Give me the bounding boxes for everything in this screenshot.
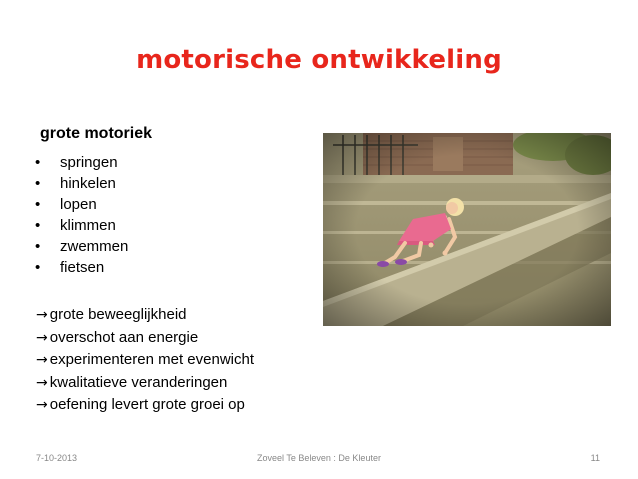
- arrow-right-icon: →: [36, 397, 48, 413]
- arrow-point-text: oefening levert grote groei op: [49, 396, 245, 413]
- slide-subtitle: grote motoriek: [40, 125, 153, 142]
- arrow-point: [36, 394, 254, 417]
- arrow-point: [36, 327, 254, 350]
- arrow-point: [36, 372, 254, 395]
- climbing-child-photo: [323, 133, 611, 326]
- arrow-point: [36, 349, 254, 372]
- bullet-item: • klimmen: [34, 215, 128, 236]
- arrow-right-icon: →: [36, 374, 48, 391]
- arrow-point-text: grote beweeglijkheid: [49, 306, 187, 323]
- arrow-point-text: experimenteren met evenwicht: [49, 351, 254, 368]
- arrow-point-list: [36, 304, 254, 417]
- bullet-item: • zwemmen: [34, 236, 128, 257]
- bullet-item: • springen: [34, 152, 128, 173]
- arrow-point: [36, 304, 254, 327]
- arrow-point-text: kwalitatieve veranderingen: [49, 373, 228, 391]
- footer-date: 7-10-2013: [36, 453, 78, 463]
- arrow-point-text: overschot aan energie: [49, 328, 199, 346]
- bullet-item: • fietsen: [34, 257, 128, 278]
- arrow-right-icon: →: [36, 329, 48, 346]
- arrow-right-icon: →: [36, 352, 48, 368]
- bullet-item: • hinkelen: [34, 173, 128, 194]
- arrow-right-icon: →: [36, 307, 48, 323]
- slide-title: motorische ontwikkeling: [136, 45, 502, 75]
- footer-center-text: Zoveel Te Beleven : De Kleuter: [257, 453, 381, 463]
- footer-page-number: 11: [590, 453, 600, 463]
- bullet-item: • lopen: [34, 194, 128, 215]
- bullet-list: [34, 152, 128, 278]
